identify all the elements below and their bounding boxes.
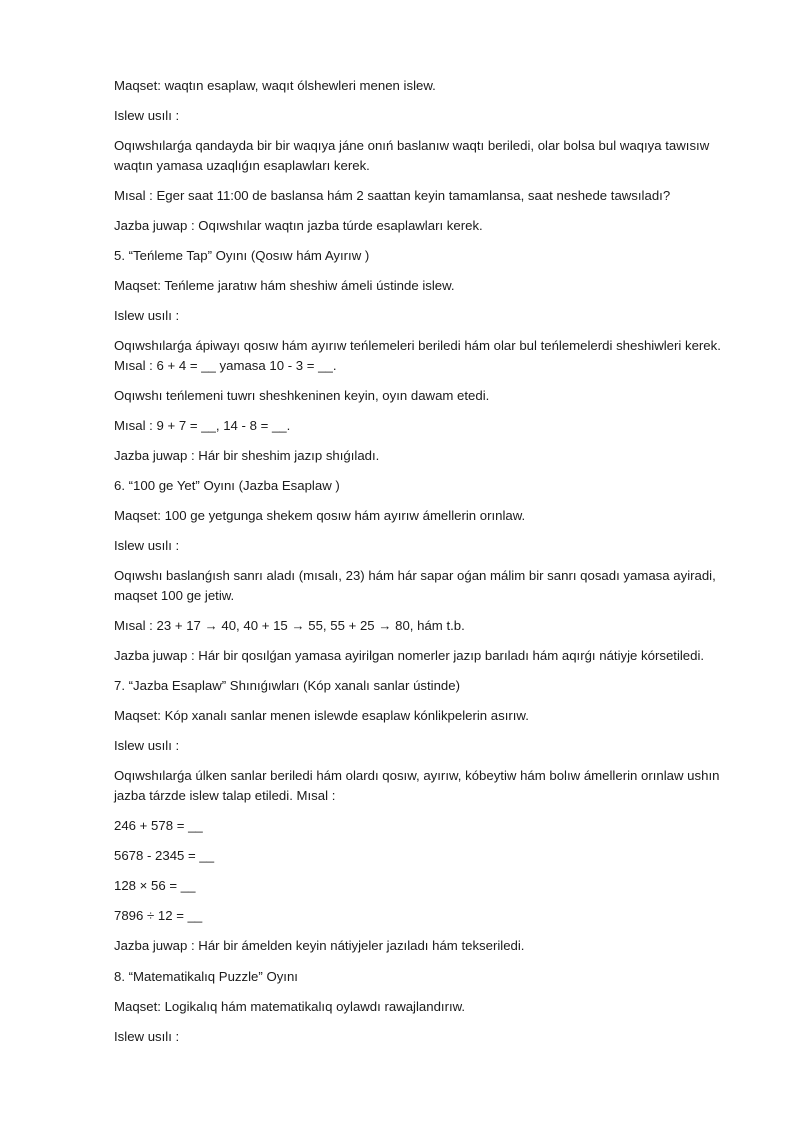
section-heading-7: 7. “Jazba Esaplaw” Shınıǵıwları (Kóp xanalı sanlar ústinde) — [114, 678, 460, 694]
paragraph-goal-equation: Maqset: Teńleme jaratıw hám sheshiw ámeli ústinde islew. — [114, 278, 455, 294]
section-heading-5: 5. “Teńleme Tap” Oyını (Qosıw hám Ayırıw ) — [114, 247, 370, 263]
section-heading-8: 8. “Matematikalıq Puzzle” Oyını — [114, 968, 298, 984]
paragraph-example-equation: Mısal : 9 + 7 = __, 14 - 8 = __. — [114, 417, 291, 433]
paragraph-goal-multidigit: Maqset: Kóp xanalı sanlar menen islewde esaplaw kónlikpelerin asırıw. — [114, 708, 529, 724]
paragraph-method-label: Islew usılı : — [114, 538, 180, 554]
paragraph-goal-time: Maqset: waqtın esaplaw, waqıt ólshewleri menen islew. — [114, 78, 436, 93]
paragraph-method-time: Oqıwshılarǵa qandayda bir bir waqıya jáne onıń baslanıw waqtı beriledi, olar bolsa bul waqıya tawısıw waqtın yamasa uzaqlıǵın esaplawları kerek. — [114, 138, 710, 173]
exercise-subtraction: 5678 - 2345 = __ — [114, 848, 215, 864]
document-body — [114, 76, 734, 1057]
paragraph-written-answer-equation: Jazba juwap : Hár bir sheshim jazıp shıǵıladı. — [114, 448, 380, 464]
exercise-division: 7896 ÷ 12 = __ — [114, 908, 203, 924]
paragraph-written-answer-multidigit: Jazba juwap : Hár bir ámelden keyin nátiyjeler jazıladı hám tekseriledi. — [114, 938, 525, 954]
paragraph-written-answer-time: Jazba juwap : Oqıwshılar waqtın jazba túrde esaplawları kerek. — [114, 217, 483, 233]
paragraph-example-time: Mısal : Eger saat 11:00 de baslansa hám 2 saattan keyin tamamlansa, saat neshede tawsıladı? — [114, 187, 671, 203]
paragraph-method-equation: Oqıwshılarǵa ápiwayı qosıw hám ayırıw teńlemeleri beriledi hám olar bul teńlemelerdi sheshiwleri kerek. Mısal : 6 + 4 = __ yamasa 10 - 3 = __. — [114, 338, 721, 373]
exercise-multiplication: 128 × 56 = __ — [114, 878, 196, 894]
paragraph-continue-game: Oqıwshı teńlemeni tuwrı sheshkeninen keyin, oyın dawam etedi. — [114, 387, 490, 403]
paragraph-written-answer-100: Jazba juwap : Hár bir qosılǵan yamasa ayirilgan nomerler jazıp barıladı hám aqırǵı nátiyje kórsetiledi. — [114, 648, 705, 664]
paragraph-goal-100: Maqset: 100 ge yetgunga shekem qosıw hám ayırıw ámellerin orınlaw. — [114, 508, 526, 524]
paragraph-method-label: Islew usılı : — [114, 1028, 180, 1044]
paragraph-goal-puzzle: Maqset: Logikalıq hám matematikalıq oylawdı rawajlandırıw. — [114, 998, 466, 1014]
section-heading-6: 6. “100 ge Yet” Oyını (Jazba Esaplaw ) — [114, 478, 340, 494]
paragraph-method-label: Islew usılı : — [114, 108, 180, 124]
paragraph-method-label: Islew usılı : — [114, 308, 180, 324]
paragraph-method-multidigit: Oqıwshılarǵa úlken sanlar beriledi hám olardı qosıw, ayırıw, kóbeytiw hám bolıw ámellerin orınlaw ushın jazba tárzde islew talap etiledi. Mısal : — [114, 768, 720, 803]
paragraph-method-label: Islew usılı : — [114, 738, 180, 754]
paragraph-method-100: Oqıwshı baslanǵısh sanrı aladı (mısalı, 23) hám hár sapar oǵan málim bir sanrı qosadı yamasa ayiradi, maqset 100 ge jetiw. — [114, 568, 716, 603]
exercise-addition: 246 + 578 = __ — [114, 818, 203, 834]
paragraph-example-100: Mısal : 23 + 17 → 40, 40 + 15 → 55, 55 + 25 → 80, hám t.b. — [114, 618, 465, 633]
